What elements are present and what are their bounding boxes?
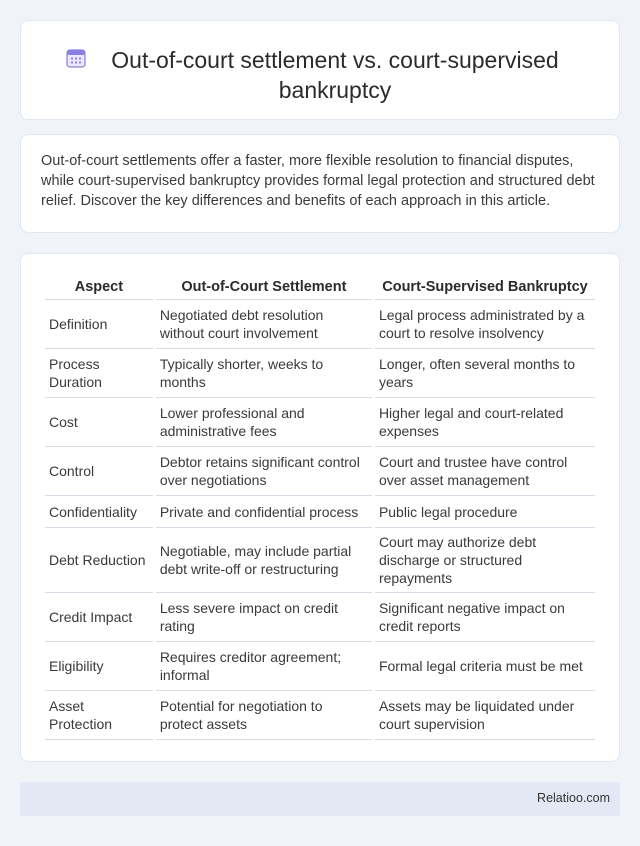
row-aspect: Asset Protection (45, 691, 153, 740)
row-settlement-cell: Negotiable, may include partial debt write-off or restructuring (156, 528, 372, 593)
row-bankruptcy-cell: Court and trustee have control over asset management (375, 447, 595, 496)
comparison-table-card (20, 253, 620, 762)
page-title: Out-of-court settlement vs. court-supervised bankruptcy (111, 47, 559, 103)
row-settlement-cell: Negotiated debt resolution without court involvement (156, 300, 372, 349)
row-aspect: Control (45, 447, 153, 496)
column-header-aspect: Aspect (45, 274, 153, 300)
table-row (45, 447, 595, 496)
row-bankruptcy-cell: Higher legal and court-related expenses (375, 398, 595, 447)
row-settlement-cell: Typically shorter, weeks to months (156, 349, 372, 398)
row-aspect: Definition (45, 300, 153, 349)
row-bankruptcy-cell: Assets may be liquidated under court supervision (375, 691, 595, 740)
row-settlement-cell: Requires creditor agreement; informal (156, 642, 372, 691)
row-bankruptcy-cell: Public legal procedure (375, 496, 595, 528)
table-row (45, 642, 595, 691)
intro-card (20, 134, 620, 233)
row-bankruptcy-cell: Formal legal criteria must be met (375, 642, 595, 691)
table-row (45, 300, 595, 349)
footer-bar (20, 782, 620, 816)
table-row (45, 349, 595, 398)
title-card (20, 20, 620, 120)
row-settlement-cell: Potential for negotiation to protect assets (156, 691, 372, 740)
table-header-row (45, 274, 595, 300)
row-aspect: Cost (45, 398, 153, 447)
row-settlement-cell: Private and confidential process (156, 496, 372, 528)
column-header-out-of-court: Out-of-Court Settlement (156, 274, 372, 300)
table-row (45, 593, 595, 642)
table-row (45, 496, 595, 528)
row-bankruptcy-cell: Significant negative impact on credit reports (375, 593, 595, 642)
row-aspect: Process Duration (45, 349, 153, 398)
row-bankruptcy-cell: Legal process administrated by a court to resolve insolvency (375, 300, 595, 349)
comparison-table (42, 274, 598, 740)
column-header-bankruptcy: Court-Supervised Bankruptcy (375, 274, 595, 300)
row-settlement-cell: Lower professional and administrative fees (156, 398, 372, 447)
row-aspect: Credit Impact (45, 593, 153, 642)
table-row (45, 528, 595, 593)
table-row (45, 398, 595, 447)
row-aspect: Debt Reduction (45, 528, 153, 593)
row-bankruptcy-cell: Court may authorize debt discharge or structured repayments (375, 528, 595, 593)
row-aspect: Eligibility (45, 642, 153, 691)
row-settlement-cell: Debtor retains significant control over negotiations (156, 447, 372, 496)
row-bankruptcy-cell: Longer, often several months to years (375, 349, 595, 398)
footer-site-name[interactable]: Relatioo.com (537, 791, 610, 805)
row-aspect: Confidentiality (45, 496, 153, 528)
row-settlement-cell: Less severe impact on credit rating (156, 593, 372, 642)
table-row (45, 691, 595, 740)
intro-paragraph: Out-of-court settlements offer a faster, more flexible resolution to financial disputes, while court-supervised bankruptcy provides formal legal protection and structured debt relief. Discover the key differences and benefits of each approach in this article. (41, 153, 595, 209)
